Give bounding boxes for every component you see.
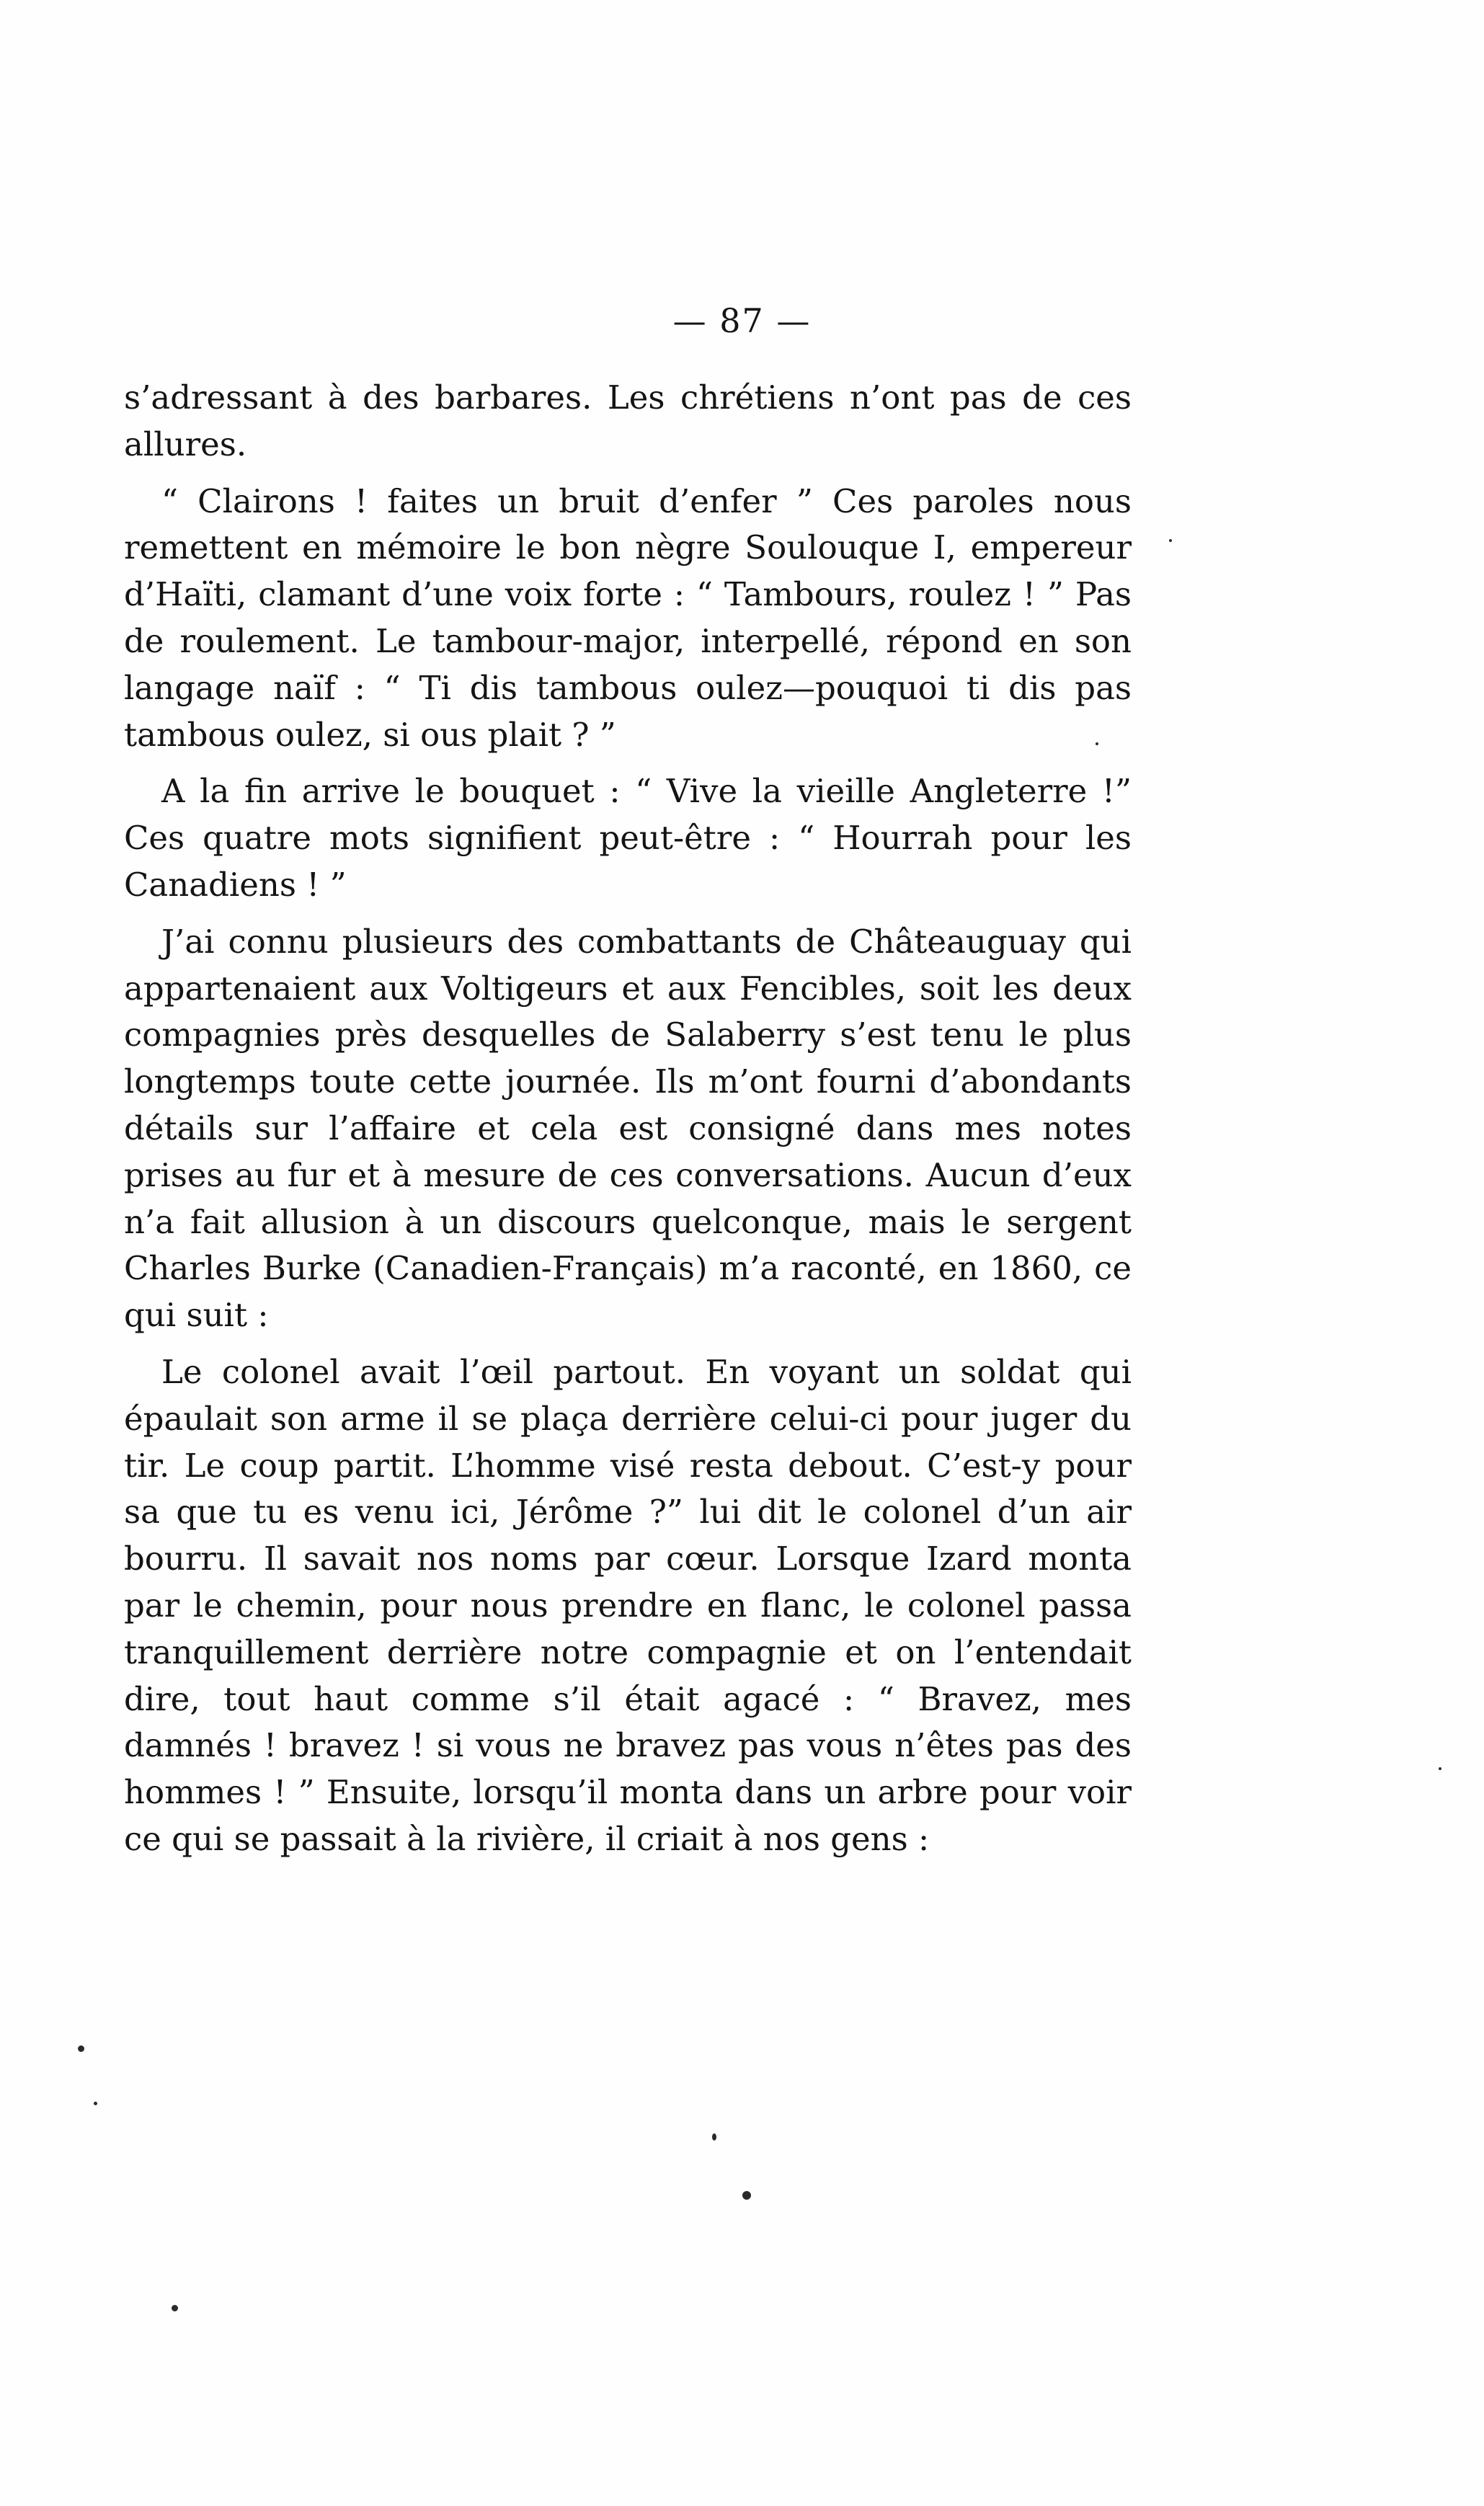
scan-speck [1096, 742, 1098, 745]
scan-speck [712, 2133, 716, 2141]
scan-speck [94, 2102, 97, 2105]
scan-speck [172, 2305, 178, 2311]
paragraph-3: A la fin arrive le bouquet : “ Vive la vieille Angleterre !” Ces quatre mots signifient peut-être : “ Hourrah pour les Canadiens ! ” [124, 772, 1132, 904]
scan-speck [1169, 539, 1172, 542]
paragraph-1: s’adressant à des barbares. Les chrétiens n’ont pas de ces allures. [124, 378, 1132, 463]
scan-speck [742, 2191, 751, 2200]
body-text [124, 375, 1132, 1863]
scan-speck [1439, 1767, 1441, 1770]
paragraph-4: J’ai connu plusieurs des combattants de Châteauguay qui appartenaient aux Voltigeurs et aux Fencibles, soit les deux compagnies près desquelles de Salaberry s’est tenu le plus longtemps toute cette journée. Ils m’ont fourni d’abondants détails sur l’affaire et cela est consigné dans mes notes prises au fur et à mesure de ces conversations. Aucun d’eux n’a fait allusion à un discours quelconque, mais le sergent Charles Burke (Canadien-Français) m’a raconté, en 1860, ce qui suit : [124, 922, 1132, 1335]
paragraph-5: Le colonel avait l’œil partout. En voyant un soldat qui épaulait son arme il se plaça derrière celui-ci pour juger du tir. Le coup partit. L’homme visé resta debout. C’est-y pour sa que tu es venu ici, Jérôme ?” lui dit le colonel d’un air bourru. Il savait nos noms par cœur. Lorsque Izard monta par le chemin, pour nous prendre en flanc, le colonel passa tranquillement derrière notre compagnie et on l’entendait dire, tout haut comme s’il était agacé : “ Bravez, mes damnés ! bravez ! si vous ne bravez pas vous n’êtes pas des hommes ! ” Ensuite, lorsqu’il monta dans un arbre pour voir ce qui se passait à la rivière, il criait à nos gens : [124, 1352, 1132, 1858]
scan-speck [78, 2045, 84, 2052]
paragraph-2: “ Clairons ! faites un bruit d’enfer ” Ces paroles nous remettent en mémoire le bon nègre Soulouque I, empereur d’Haïti, clamant d’une voix forte : “ Tambours, roulez ! ” Pas de roulement. Le tambour-major, interpellé, répond en son langage naïf : “ Ti dis tambous oulez—pouquoi ti dis pas tambous oulez, si ous plait ? ” [124, 481, 1132, 754]
page-number: — 87 — [672, 301, 812, 340]
